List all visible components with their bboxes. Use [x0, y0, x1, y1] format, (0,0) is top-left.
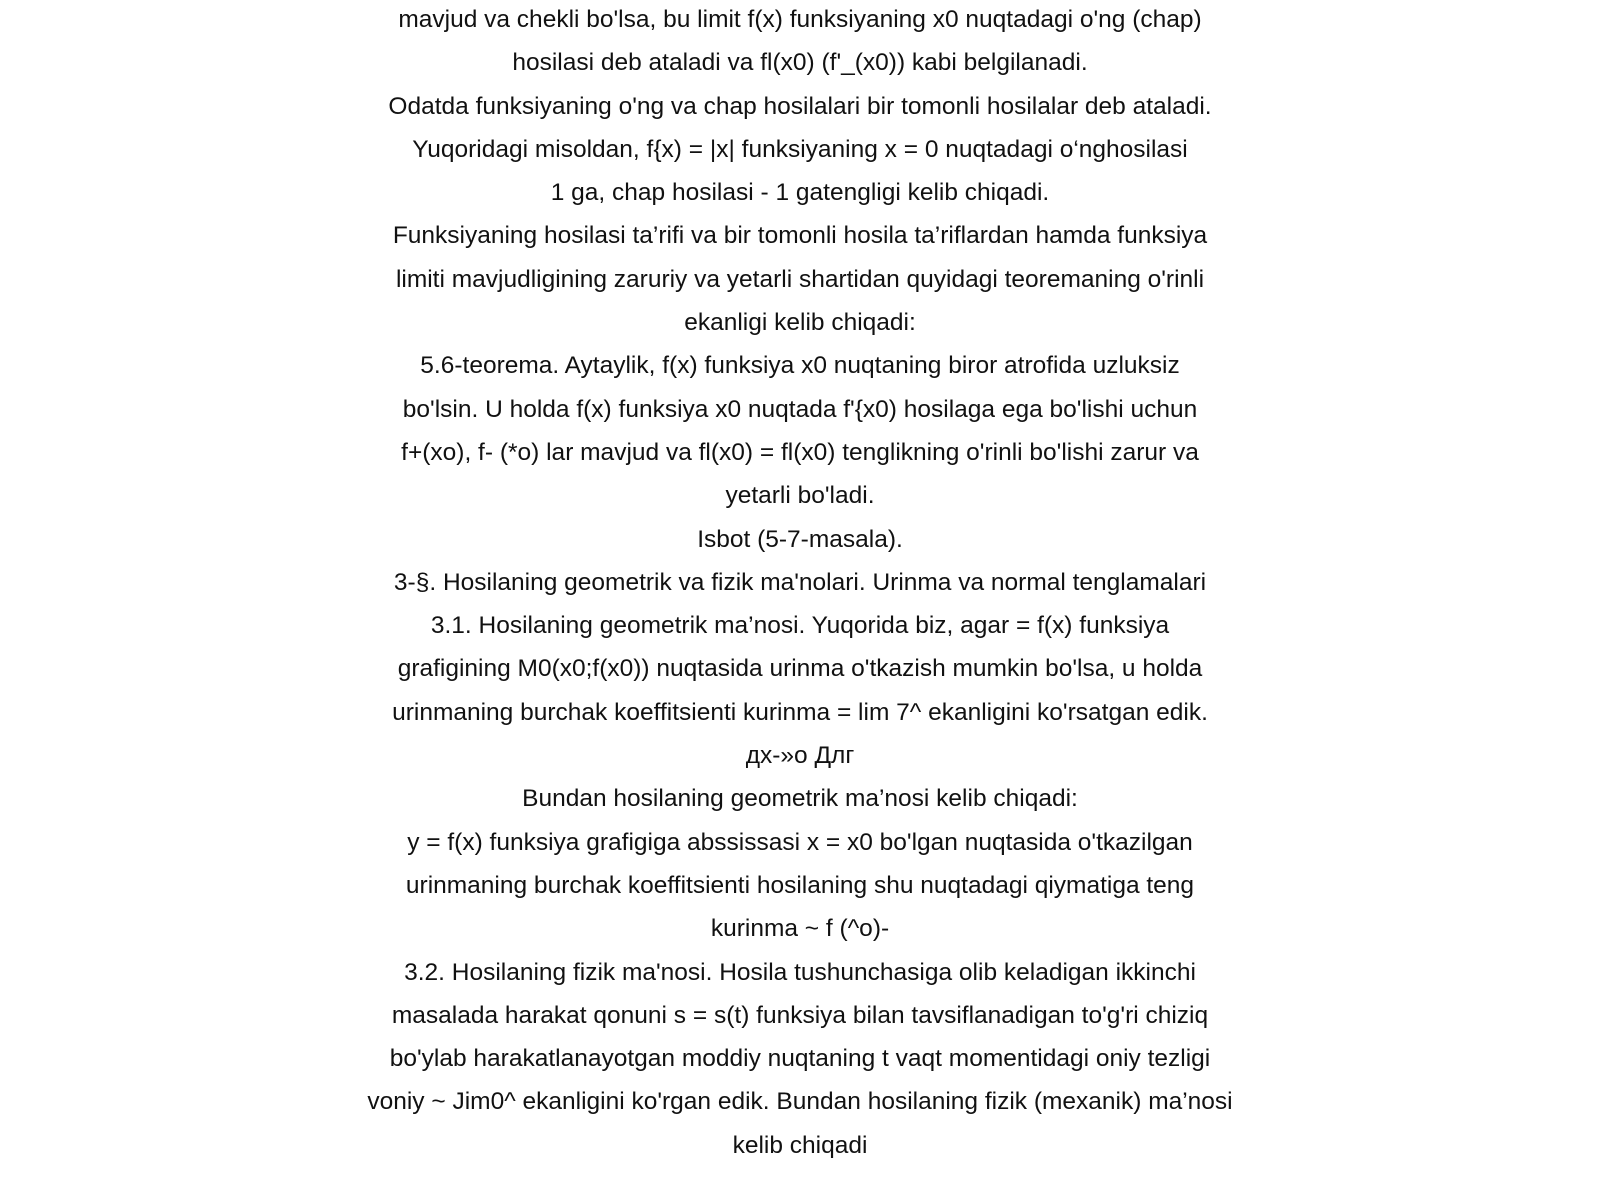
section-heading: 3-§. Hosilaning geometrik va fizik ma'nolari. Urinma va normal tenglamalari: [393, 568, 1207, 596]
text-line: bo'ylab harakatlanayotgan moddiy nuqtaning t vaqt momentidagi oniy tezligi: [389, 1045, 1211, 1073]
text-line: kelib chiqadi: [732, 1131, 868, 1159]
theorem-line: 5.6-teorema. Aytaylik, f(x) funksiya x0 nuqtaning biror atrofida uzluksiz: [420, 352, 1180, 380]
subsection-line: 3.1. Hosilaning geometrik ma’nosi. Yuqorida biz, agar = f(x) funksiya: [430, 612, 1170, 640]
text-line: bo'lsin. U holda f(x) funksiya x0 nuqtada f'{x0) hosilaga ega bo'lishi uchun: [402, 395, 1198, 423]
text-line: voniy ~ Jim0^ ekanligini ko'rgan edik. Bundan hosilaning fizik (mexanik) ma’nosi: [367, 1088, 1233, 1116]
text-line: grafigining M0(x0;f(x0)) nuqtasida urinma o'tkazish mumkin bo'lsa, u holda: [397, 655, 1203, 683]
text-line: yetarli bo'ladi.: [725, 482, 875, 510]
text-line: Funksiyaning hosilasi ta’rifi va bir tomonli hosila ta’riflardan hamda funksiya: [392, 222, 1208, 250]
formula-line: дх-»o Длг: [745, 742, 855, 770]
text-line: urinmaning burchak koeffitsienti hosilaning shu nuqtadagi qiymatiga teng: [405, 871, 1195, 899]
text-line: Odatda funksiyaning o'ng va chap hosilalari bir tomonli hosilalar deb ataladi.: [388, 92, 1212, 120]
text-line: hosilasi deb ataladi va fl(x0) (f'_(x0)) kabi belgilanadi.: [512, 49, 1088, 77]
text-line: 1 ga, chap hosilasi - 1 gatengligi kelib chiqadi.: [550, 179, 1050, 207]
text-line: masalada harakat qonuni s = s(t) funksiya bilan tavsiflanadigan to'g'ri chiziq: [391, 1001, 1209, 1029]
text-line: urinmaning burchak koeffitsienti kurinma = lim 7^ ekanligini ko'rsatgan edik.: [392, 698, 1208, 726]
formula-line: kurinma ~ f (^o)-: [710, 915, 890, 943]
text-line: Yuqoridagi misoldan, f{x) = |x| funksiyaning x = 0 nuqtadagi o‘nghosilasi: [412, 135, 1188, 163]
text-line: ekanligi kelib chiqadi:: [684, 309, 916, 337]
text-line: Bundan hosilaning geometrik ma’nosi kelib chiqadi:: [522, 785, 1078, 813]
subsection-line: 3.2. Hosilaning fizik ma'nosi. Hosila tushunchasiga olib keladigan ikkinchi: [404, 958, 1196, 986]
text-line: limiti mavjudligining zaruriy va yetarli shartidan quyidagi teoremaning o'rinli: [395, 265, 1205, 293]
proof-line: Isbot (5-7-masala).: [697, 525, 903, 553]
text-line: y = f(x) funksiya grafigiga abssissasi x = x0 bo'lgan nuqtasida o'tkazilgan: [407, 828, 1193, 856]
text-line: mavjud va chekli bo'lsa, bu limit f(x) funksiyaning x0 nuqtadagi o'ng (chap): [398, 6, 1202, 33]
text-line: f+(xo), f- (*o) lar mavjud va fl(x0) = fl(x0) tenglikning o'rinli bo'lishi zarur va: [401, 438, 1199, 466]
